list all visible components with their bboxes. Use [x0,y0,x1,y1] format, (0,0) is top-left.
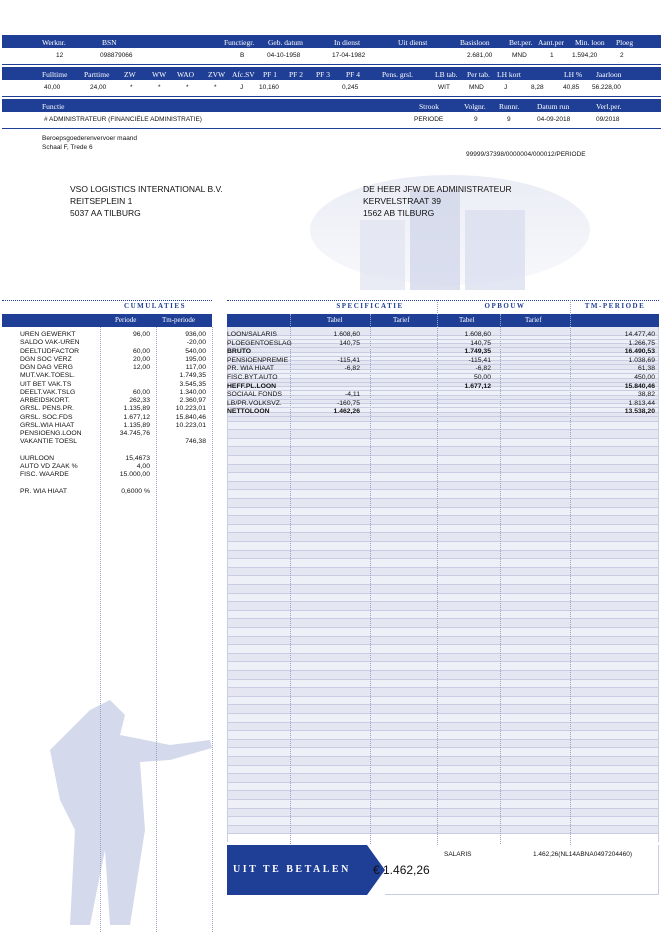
cumulatie-row [20,389,210,397]
value-werknr: 12 [56,52,64,59]
header-bar-2 [2,67,661,80]
section-cumulaties: CUMULATIES [124,302,186,310]
spec-opbouw: -115,41 [468,356,491,364]
spec-row [227,391,659,400]
cumulatie-tm: 2.360,97 [179,397,206,404]
cumulatie-label: UURLOON [20,454,54,462]
spec-tabel: -4,11 [345,391,360,399]
value-datum-run: 04-09-2018 [537,116,571,123]
reference-number: 99999/37398/0000004/000012/PERIODE [466,151,586,158]
header-bar-1 [2,35,661,48]
cumulatie-label: SALDO VAK-UREN [20,339,80,347]
cumulatie-tm: 15.840,46 [175,413,206,421]
cumulatie-row [20,430,210,438]
cumulatie-row [20,397,210,405]
cumulatie-label: VAKANTIE TOESL [20,438,78,446]
cumulatie-label: DEELTIJDFACTOR [20,347,80,355]
label-per-tab: Per tab. [467,70,490,79]
cumulatie-row [20,455,210,463]
value-functie: # ADMINISTRATEUR (FINANCIËLE ADMINISTRATIE) [44,116,202,123]
label-fulltime: Fulltime [42,70,68,79]
label-verl-per: Verl.per. [596,102,622,111]
spec-opbouw: 50,00 [473,373,491,381]
payment-amount: € 1.462,26 [373,863,430,877]
col-opbouw-tarief: Tarief [525,316,542,324]
cumulatie-tm: 3.545,35 [179,380,206,388]
spec-row [227,408,659,417]
label-lb-tab: LB tab. [435,70,458,79]
label-bet-per: Bet.per. [509,38,533,47]
value-zw: * [130,84,133,91]
label-ploeg: Ploeg [616,38,634,47]
col-tm-periode: Tm-periode [162,316,196,324]
label-pens-grsl: Pens. grsl. [382,70,414,79]
cumulatie-periode: 4,00 [136,463,150,470]
cumulatie-label: AUTO VD ZAAK % [20,463,78,470]
section-specificatie: SPECIFICATIE [336,302,404,310]
cumulatie-label: UIT BET VAK.TS [20,380,72,388]
label-datum-run: Datum run [537,102,570,111]
cumulatie-label: GRSL. PENS.PR. [20,405,75,413]
employee-name: DE HEER JFW DE ADMINISTRATEUR [363,184,512,194]
spec-row [227,383,659,392]
salaris-label: SALARIS [444,851,472,858]
value-lh-kort: J [504,84,508,91]
cumulatie-row [20,422,210,430]
cumulatie-periode: 0,6000 % [121,487,150,495]
employer-city: 5037 AA TILBURG [70,208,141,218]
cumulatie-tm: 1.340,00 [179,388,206,396]
value-functiegr: B [240,52,245,59]
value-ww: * [158,84,161,91]
spec-opbouw: 140,75 [470,339,491,347]
cumulatie-periode: 1.135,89 [123,421,150,429]
value-lh-pct: 40,85 [563,84,580,91]
cumulatie-label: PR. WIA HIAAT [20,487,68,495]
value-pf1: 10,160 [259,84,279,91]
cumulatie-label: MUT.VAK.TOESL. [20,372,75,380]
cumulatie-row [20,480,210,488]
spec-label: HEFF.PL.LOON [227,382,277,390]
cumulatie-row [20,438,210,446]
spec-tabel: -6,82 [344,365,360,373]
spec-tabel: 140,75 [339,339,360,347]
employer-address [70,183,223,219]
cumulatie-tm: 117,00 [185,364,206,371]
label-uit-dienst: Uit dienst [398,38,428,47]
label-runnr: Runnr. [499,102,520,111]
value-lb-tab: WIT [438,84,450,91]
header-values-3 [2,113,661,129]
label-pf1: PF 1 [263,70,277,79]
spec-opbouw: 1.677,12 [464,382,491,390]
spec-label: NETTOLOON [227,408,270,416]
label-werknr: Werknr. [42,38,66,47]
cumulatie-row [20,414,210,422]
value-runnr: 9 [507,116,511,123]
pension-line-1: Beroepsgoederenvervoer maand [42,135,138,142]
employer-name: VSO LOGISTICS INTERNATIONAL B.V. [70,184,223,194]
spec-tm: 14.477,40 [624,331,655,338]
cumulatie-row [20,356,210,364]
value-basisloon: 2.681,00 [467,52,493,59]
cumulatie-periode: 12,00 [132,364,150,371]
cumulatie-tm: 195,00 [185,355,206,363]
cumulatie-tm: 1.749,35 [179,372,206,380]
label-min-loon: Min. loon [575,38,605,47]
spec-label: LB/PR.VOLKSVZ. [227,399,282,407]
cumulatie-periode: 15.000,00 [119,471,150,479]
label-pf3: PF 3 [316,70,330,79]
cumulatie-label: DGN SOC VERZ [20,355,72,363]
cumulatie-row [20,463,210,471]
col-periode: Periode [115,316,137,324]
spec-row [227,357,659,366]
value-min-loon: 1.594,20 [572,52,598,59]
label-ww: WW [152,70,167,79]
cumulatie-label: GRSL.WIA HIAAT [20,421,75,429]
employee-street: KERVELSTRAAT 39 [363,196,441,206]
col-spec-tarief: Tarief [393,316,410,324]
spec-opbouw: 1.749,35 [464,348,491,356]
cumulatie-row [20,381,210,389]
spec-tm: 13.538,20 [624,408,655,416]
label-wao: WAO [177,70,195,79]
payment-label: UIT TE BETALEN [233,864,351,875]
watermark-man-figure-icon [30,690,220,935]
spec-label: BRUTO [227,348,252,356]
cumulatie-row [20,372,210,380]
value-verl-per: 09/2018 [596,116,620,123]
payment-box-frame [385,845,659,895]
cumulatie-periode: 15,4673 [125,454,150,462]
spec-tm: 15.840,46 [624,382,655,390]
spec-label: SOCIAAL FONDS [227,391,282,399]
cumulatie-periode: 1.677,12 [123,413,150,421]
cumulatie-row [20,447,210,455]
employee-address [363,183,512,219]
pension-line-2: Schaal F, Trede 6 [42,144,93,151]
label-strook: Strook [419,102,440,111]
cumulaties-column-header [2,314,212,327]
header-values-1 [2,49,661,65]
spec-tm: 1.266,75 [628,339,655,347]
value-zvw: * [214,84,217,91]
label-geb-datum: Geb. datum [268,38,303,47]
spec-tm: 16.490,53 [624,348,655,356]
cum-divider-3 [212,327,213,932]
employer-street: REITSEPLEIN 1 [70,196,133,206]
spec-top-rule [227,300,659,301]
col-opbouw-tabel: Tabel [459,316,475,324]
spec-row [227,365,659,374]
section-tm-periode: TM-PERIODE [584,302,646,310]
spec-label: LOON/SALARIS [227,331,277,338]
spec-label: PENSIOENPREMIE [227,356,289,364]
spec-opbouw: 1.608,60 [464,331,491,338]
spec-tm: 1.038,69 [628,356,655,364]
cumulatie-row [20,364,210,372]
spec-opbouw: -6,82 [475,365,491,373]
value-parttime: 24,00 [90,84,107,91]
header-values-2 [2,81,661,97]
value-pf4: 0,245 [342,84,359,91]
header-bar-3 [2,99,661,112]
value-in-dienst: 17-04-1982 [332,52,366,59]
value-afc-sv: J [240,84,244,91]
cumulatie-label: FISC. WAARDE [20,471,69,479]
cumulatie-periode: 96,00 [132,331,150,338]
pension-scheme-info [42,134,137,152]
spec-tm: 1.813,44 [628,399,655,407]
value-geb-datum: 04-10-1958 [267,52,301,59]
cumulatie-periode: 60,00 [132,388,150,396]
spec-tm: 38,82 [637,391,655,399]
cumulatie-tm: 746,38 [185,438,206,446]
label-lh-pct: LH % [564,70,583,79]
label-bsn: BSN [102,38,117,47]
value-fulltime: 40,00 [44,84,61,91]
label-aant-per: Aant.per [538,38,565,47]
spec-row [227,331,659,340]
label-parttime: Parttime [84,70,110,79]
spec-tabel: -160,75 [336,399,360,407]
cumulatie-row [20,339,210,347]
cumulatie-row [20,348,210,356]
cumulatie-periode: 34.745,76 [119,430,150,437]
cumulatie-tm: 936,00 [185,331,206,338]
label-afc-sv: Afc.SV [232,70,255,79]
label-pf2: PF 2 [289,70,303,79]
value-volgnr: 9 [474,116,478,123]
value-strook: PERIODE [414,116,444,123]
cumulatie-periode: 1.135,89 [123,405,150,413]
spec-row [227,348,659,357]
cumulatie-label: DGN DAG VERG [20,364,73,371]
spec-column-header [227,314,659,327]
label-zw: ZW [124,70,136,79]
value-jaarloon: 56.228,00 [592,84,621,91]
label-functiegr: Functiegr. [224,38,255,47]
section-opbouw: OPBOUW [484,302,526,310]
watermark-buildings-icon [300,160,600,300]
cumulatie-tm: -20,00 [186,339,206,347]
spec-tabel: 1.608,60 [333,331,360,338]
cumulatie-label: ARBEIDSKORT. [20,397,70,404]
cumulatie-row [20,405,210,413]
value-per-tab: MND [469,84,484,91]
spec-tm: 450,00 [634,373,655,381]
cumulatie-label: DEELT.VAK.TSLG [20,388,76,396]
cumulatie-label: UREN GEWERKT [20,331,76,338]
cumulaties-list [20,331,210,496]
spec-label: PLOEGENTOESLAG [227,339,292,347]
spec-tabel: 1.462,26 [333,408,360,416]
value-bet-per: MND [512,52,527,59]
employee-city: 1562 AB TILBURG [363,208,435,218]
label-pf4: PF 4 [346,70,360,79]
cumulatie-label: GRSL. SOC.FDS [20,413,73,421]
spec-row [227,400,659,409]
specificatie-list [227,331,659,417]
cumulatie-tm: 10.223,01 [175,405,206,413]
cumulatie-label: PENSIOENG.LOON [20,430,82,437]
cumulatie-tm: 10.223,01 [175,421,206,429]
label-lh-kort: LH kort [497,70,521,79]
cumulatie-tm: 540,00 [185,347,206,355]
value-wao: * [186,84,189,91]
cumulatie-row [20,331,210,339]
cumulatie-row [20,488,210,496]
label-functie: Functie [42,102,65,111]
value-bsn: 098879066 [100,52,133,59]
label-volgnr: Volgnr. [464,102,486,111]
col-spec-tabel: Tabel [327,316,343,324]
spec-row [227,374,659,383]
value-ploeg: 2 [620,52,624,59]
cumulatie-periode: 20,00 [132,355,150,363]
label-in-dienst: In dienst [334,38,361,47]
salaris-value: 1.462,26(NL14ABNA0497204460) [533,851,633,858]
cumulatie-row [20,471,210,479]
label-jaarloon: Jaarloon [596,70,622,79]
spec-label: FISC.BYT.AUTO [227,373,278,381]
label-basisloon: Basisloon [460,38,490,47]
spec-row [227,340,659,349]
value-aant-per: 1 [550,52,554,59]
label-zvw: ZVW [208,70,226,79]
cumulatie-periode: 262,33 [129,397,150,404]
value-lh-kort-amount: 8,28 [531,84,544,91]
spec-label: PR. WIA HIAAT [227,365,275,373]
cumulaties-top-rule [2,300,212,301]
spec-tm: 61,38 [637,365,655,373]
spec-tabel: -115,41 [337,356,360,364]
cumulatie-periode: 60,00 [132,347,150,355]
